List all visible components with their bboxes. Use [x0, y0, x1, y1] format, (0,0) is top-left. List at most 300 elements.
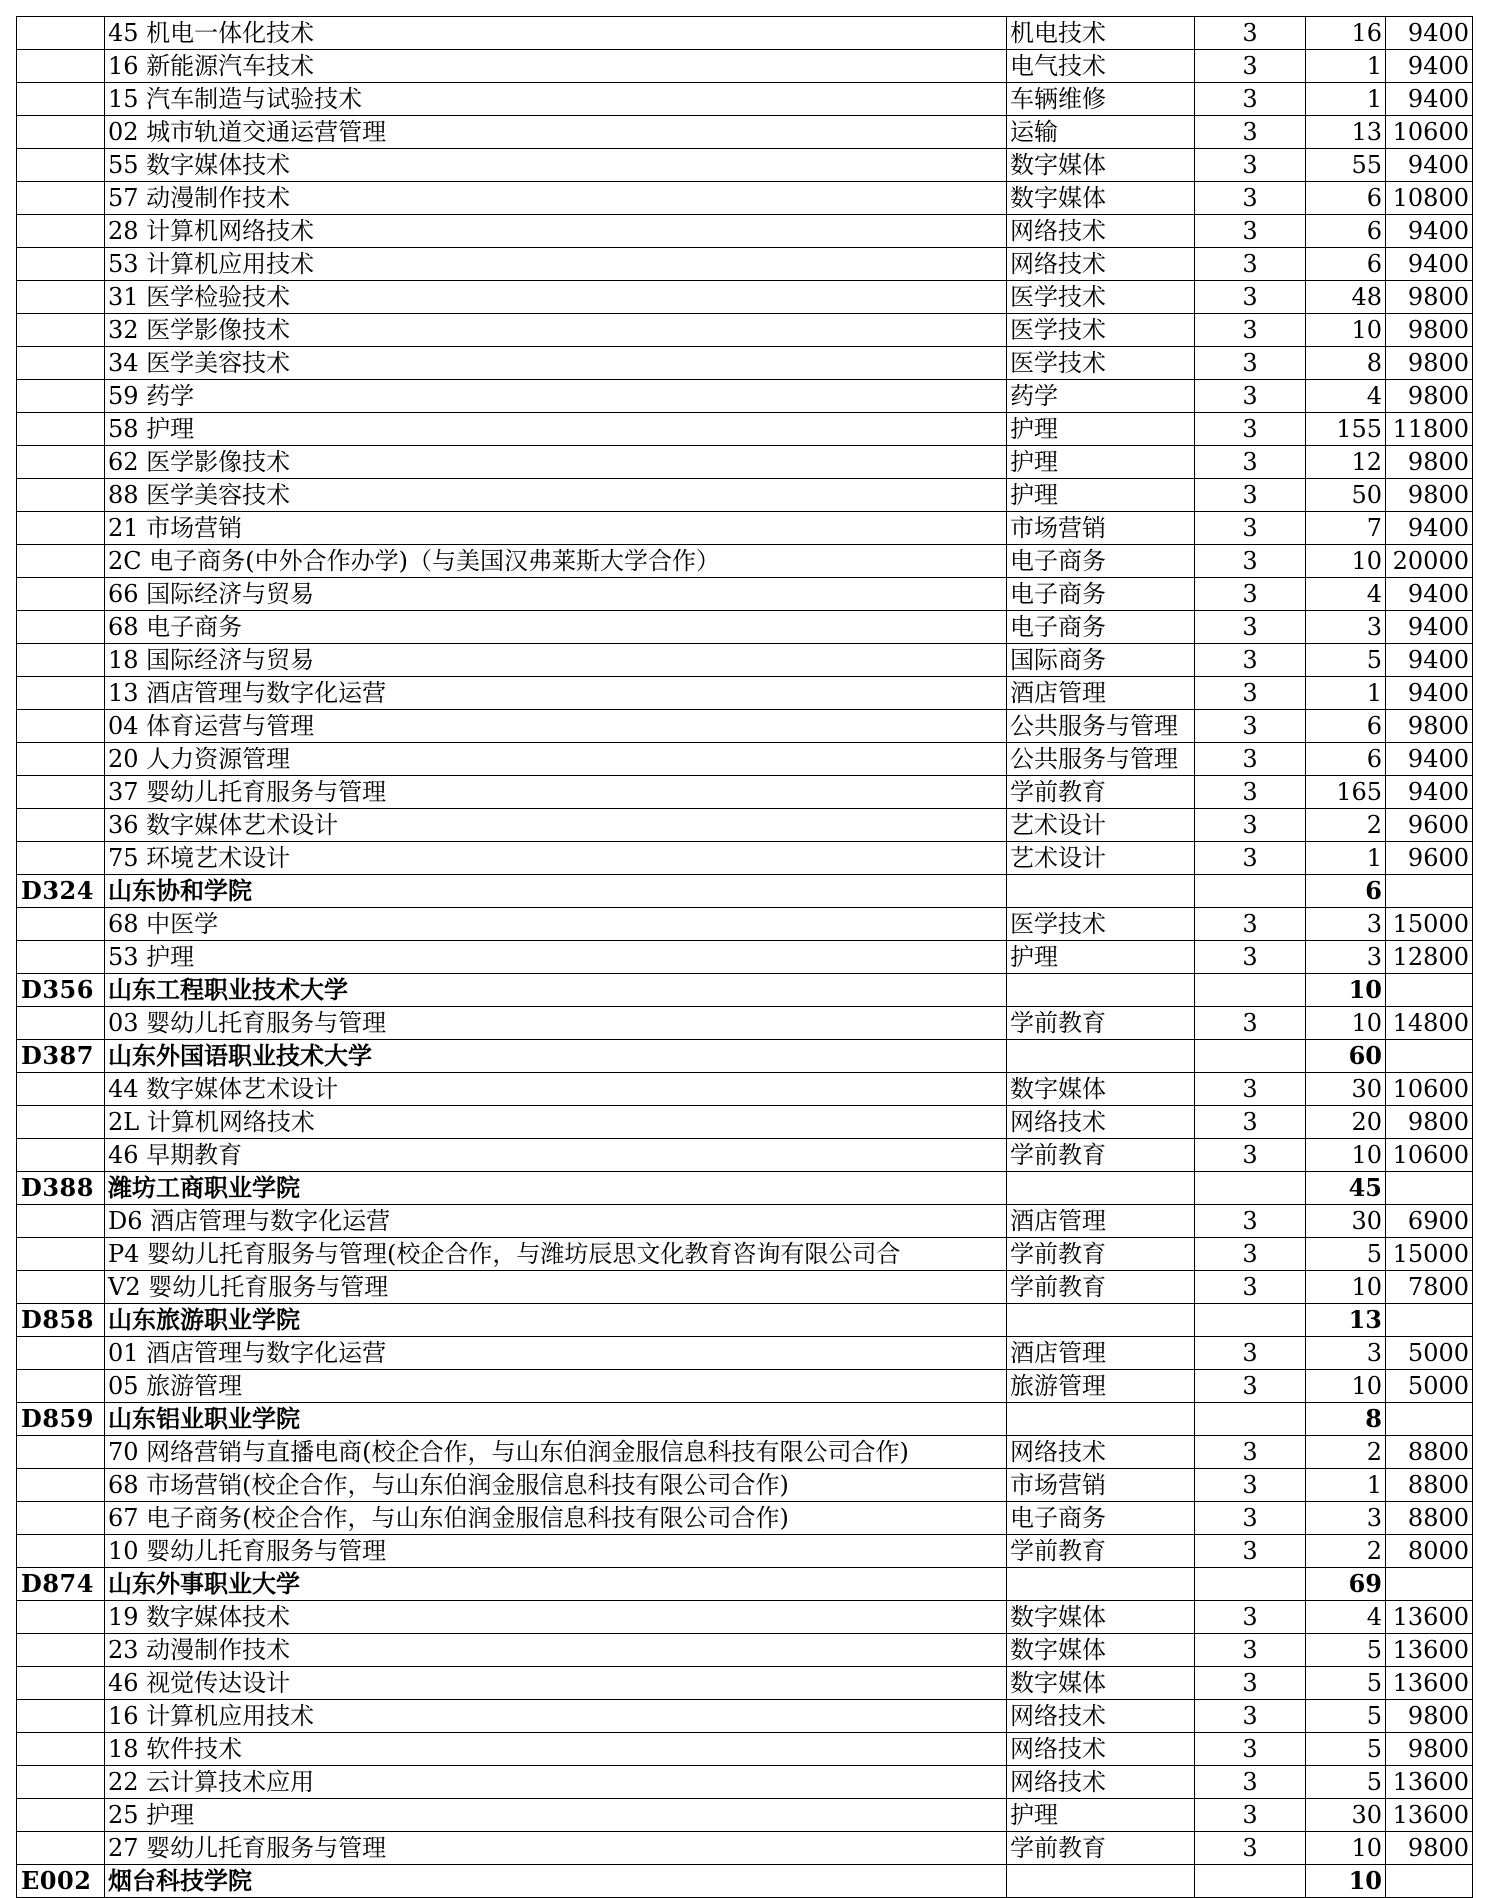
major-name-cell: 45 机电一体化技术: [105, 17, 1007, 50]
years-cell: 3: [1195, 1106, 1306, 1139]
count-cell: 4: [1306, 380, 1386, 413]
years-cell: 3: [1195, 1238, 1306, 1271]
category-cell: [1007, 875, 1195, 908]
count-cell: 4: [1306, 578, 1386, 611]
fee-cell: 9800: [1386, 1832, 1473, 1865]
years-cell: [1195, 1172, 1306, 1205]
major-name-cell: 53 护理: [105, 941, 1007, 974]
category-cell: 网络技术: [1007, 1436, 1195, 1469]
school-name-cell: 山东工程职业技术大学: [105, 974, 1007, 1007]
count-cell: 2: [1306, 1535, 1386, 1568]
major-row: [17, 83, 1473, 116]
major-name-cell: 62 医学影像技术: [105, 446, 1007, 479]
years-cell: 3: [1195, 1634, 1306, 1667]
school-code-cell: [17, 1766, 105, 1799]
years-cell: 3: [1195, 1766, 1306, 1799]
major-row: [17, 1832, 1473, 1865]
school-code-cell: [17, 1337, 105, 1370]
category-cell: 车辆维修: [1007, 83, 1195, 116]
school-code-cell: D356: [17, 974, 105, 1007]
category-cell: [1007, 974, 1195, 1007]
years-cell: 3: [1195, 1733, 1306, 1766]
count-cell: 10: [1306, 1271, 1386, 1304]
major-name-cell: 58 护理: [105, 413, 1007, 446]
major-name-cell: 20 人力资源管理: [105, 743, 1007, 776]
fee-cell: 8800: [1386, 1502, 1473, 1535]
school-code-cell: D324: [17, 875, 105, 908]
fee-cell: 15000: [1386, 908, 1473, 941]
fee-cell: 9800: [1386, 446, 1473, 479]
major-row: [17, 743, 1473, 776]
major-row: [17, 545, 1473, 578]
school-code-cell: [17, 512, 105, 545]
category-cell: 医学技术: [1007, 314, 1195, 347]
count-cell: 12: [1306, 446, 1386, 479]
school-name-cell: 潍坊工商职业学院: [105, 1172, 1007, 1205]
school-code-cell: E002: [17, 1865, 105, 1898]
fee-cell: 13600: [1386, 1667, 1473, 1700]
major-name-cell: 46 早期教育: [105, 1139, 1007, 1172]
major-row: [17, 248, 1473, 281]
major-row: [17, 1337, 1473, 1370]
category-cell: 学前教育: [1007, 1139, 1195, 1172]
years-cell: 3: [1195, 50, 1306, 83]
count-cell: 20: [1306, 1106, 1386, 1139]
school-code-cell: [17, 1469, 105, 1502]
fee-cell: 8800: [1386, 1469, 1473, 1502]
school-code-cell: [17, 776, 105, 809]
years-cell: [1195, 1304, 1306, 1337]
major-name-cell: 67 电子商务(校企合作，与山东伯润金服信息科技有限公司合作): [105, 1502, 1007, 1535]
major-row: [17, 1733, 1473, 1766]
count-cell: 10: [1306, 974, 1386, 1007]
major-name-cell: 13 酒店管理与数字化运营: [105, 677, 1007, 710]
count-cell: 1: [1306, 677, 1386, 710]
years-cell: 3: [1195, 1601, 1306, 1634]
major-name-cell: 59 药学: [105, 380, 1007, 413]
fee-cell: 9400: [1386, 578, 1473, 611]
fee-cell: 9800: [1386, 1733, 1473, 1766]
years-cell: 3: [1195, 347, 1306, 380]
major-row: [17, 1799, 1473, 1832]
count-cell: 5: [1306, 1634, 1386, 1667]
major-name-cell: 04 体育运营与管理: [105, 710, 1007, 743]
count-cell: 60: [1306, 1040, 1386, 1073]
years-cell: [1195, 1568, 1306, 1601]
count-cell: 30: [1306, 1205, 1386, 1238]
school-code-cell: [17, 1799, 105, 1832]
years-cell: 3: [1195, 1205, 1306, 1238]
count-cell: 6: [1306, 182, 1386, 215]
count-cell: 5: [1306, 1700, 1386, 1733]
major-name-cell: 2L 计算机网络技术: [105, 1106, 1007, 1139]
category-cell: 数字媒体: [1007, 1634, 1195, 1667]
category-cell: 数字媒体: [1007, 182, 1195, 215]
fee-cell: 5000: [1386, 1370, 1473, 1403]
school-code-cell: [17, 1139, 105, 1172]
category-cell: 网络技术: [1007, 1733, 1195, 1766]
fee-cell: 15000: [1386, 1238, 1473, 1271]
count-cell: 10: [1306, 545, 1386, 578]
category-cell: 艺术设计: [1007, 842, 1195, 875]
school-code-cell: [17, 908, 105, 941]
category-cell: 网络技术: [1007, 1766, 1195, 1799]
years-cell: 3: [1195, 1271, 1306, 1304]
major-row: [17, 1106, 1473, 1139]
category-cell: [1007, 1568, 1195, 1601]
major-name-cell: 37 婴幼儿托育服务与管理: [105, 776, 1007, 809]
count-cell: 30: [1306, 1073, 1386, 1106]
count-cell: 2: [1306, 1436, 1386, 1469]
major-name-cell: V2 婴幼儿托育服务与管理: [105, 1271, 1007, 1304]
count-cell: 1: [1306, 83, 1386, 116]
school-code-cell: [17, 1238, 105, 1271]
school-code-cell: [17, 1205, 105, 1238]
count-cell: 6: [1306, 875, 1386, 908]
major-row: [17, 644, 1473, 677]
category-cell: [1007, 1040, 1195, 1073]
major-row: [17, 842, 1473, 875]
major-name-cell: 21 市场营销: [105, 512, 1007, 545]
table-body: [17, 17, 1473, 1898]
school-code-cell: [17, 1007, 105, 1040]
school-row: [17, 1568, 1473, 1601]
major-row: [17, 380, 1473, 413]
category-cell: 市场营销: [1007, 1469, 1195, 1502]
fee-cell: 9800: [1386, 710, 1473, 743]
fee-cell: 9800: [1386, 281, 1473, 314]
fee-cell: [1386, 1403, 1473, 1436]
school-code-cell: [17, 677, 105, 710]
fee-cell: 6900: [1386, 1205, 1473, 1238]
category-cell: 网络技术: [1007, 1700, 1195, 1733]
years-cell: 3: [1195, 248, 1306, 281]
major-name-cell: 66 国际经济与贸易: [105, 578, 1007, 611]
major-name-cell: 68 电子商务: [105, 611, 1007, 644]
major-name-cell: 55 数字媒体技术: [105, 149, 1007, 182]
school-code-cell: D388: [17, 1172, 105, 1205]
years-cell: 3: [1195, 413, 1306, 446]
major-row: [17, 347, 1473, 380]
major-name-cell: 88 医学美容技术: [105, 479, 1007, 512]
fee-cell: [1386, 1568, 1473, 1601]
category-cell: 公共服务与管理: [1007, 710, 1195, 743]
years-cell: 3: [1195, 1436, 1306, 1469]
years-cell: 3: [1195, 1139, 1306, 1172]
school-code-cell: [17, 1271, 105, 1304]
school-code-cell: [17, 809, 105, 842]
fee-cell: 9800: [1386, 479, 1473, 512]
count-cell: 3: [1306, 1502, 1386, 1535]
school-name-cell: 山东旅游职业学院: [105, 1304, 1007, 1337]
fee-cell: 10600: [1386, 1139, 1473, 1172]
fee-cell: 9800: [1386, 380, 1473, 413]
years-cell: [1195, 974, 1306, 1007]
school-row: [17, 1304, 1473, 1337]
category-cell: 电气技术: [1007, 50, 1195, 83]
category-cell: [1007, 1403, 1195, 1436]
count-cell: 48: [1306, 281, 1386, 314]
school-code-cell: [17, 545, 105, 578]
school-code-cell: [17, 941, 105, 974]
school-code-cell: D387: [17, 1040, 105, 1073]
school-row: [17, 1865, 1473, 1898]
fee-cell: 13600: [1386, 1601, 1473, 1634]
fee-cell: 9600: [1386, 809, 1473, 842]
fee-cell: 9800: [1386, 314, 1473, 347]
major-name-cell: 53 计算机应用技术: [105, 248, 1007, 281]
major-name-cell: 19 数字媒体技术: [105, 1601, 1007, 1634]
school-code-cell: [17, 1106, 105, 1139]
count-cell: 5: [1306, 1667, 1386, 1700]
count-cell: 8: [1306, 1403, 1386, 1436]
years-cell: 3: [1195, 644, 1306, 677]
major-name-cell: 27 婴幼儿托育服务与管理: [105, 1832, 1007, 1865]
major-name-cell: 68 中医学: [105, 908, 1007, 941]
years-cell: 3: [1195, 479, 1306, 512]
major-name-cell: D6 酒店管理与数字化运营: [105, 1205, 1007, 1238]
category-cell: 数字媒体: [1007, 1073, 1195, 1106]
major-name-cell: 28 计算机网络技术: [105, 215, 1007, 248]
years-cell: 3: [1195, 1832, 1306, 1865]
major-row: [17, 1667, 1473, 1700]
count-cell: 5: [1306, 1733, 1386, 1766]
fee-cell: [1386, 1040, 1473, 1073]
school-name-cell: 山东外国语职业技术大学: [105, 1040, 1007, 1073]
major-row: [17, 281, 1473, 314]
count-cell: 13: [1306, 116, 1386, 149]
years-cell: 3: [1195, 941, 1306, 974]
major-row: [17, 1205, 1473, 1238]
major-row: [17, 149, 1473, 182]
school-code-cell: [17, 1370, 105, 1403]
major-row: [17, 1766, 1473, 1799]
major-name-cell: 22 云计算技术应用: [105, 1766, 1007, 1799]
major-name-cell: 70 网络营销与直播电商(校企合作，与山东伯润金服信息科技有限公司合作): [105, 1436, 1007, 1469]
category-cell: 医学技术: [1007, 347, 1195, 380]
fee-cell: 8800: [1386, 1436, 1473, 1469]
category-cell: 护理: [1007, 479, 1195, 512]
category-cell: [1007, 1172, 1195, 1205]
category-cell: [1007, 1304, 1195, 1337]
school-code-cell: [17, 347, 105, 380]
count-cell: 8: [1306, 347, 1386, 380]
category-cell: 网络技术: [1007, 1106, 1195, 1139]
school-name-cell: 山东协和学院: [105, 875, 1007, 908]
enrollment-plan-table: [16, 16, 1473, 1898]
major-row: [17, 941, 1473, 974]
school-code-cell: [17, 1733, 105, 1766]
school-code-cell: [17, 17, 105, 50]
major-row: [17, 512, 1473, 545]
major-row: [17, 50, 1473, 83]
count-cell: 10: [1306, 1139, 1386, 1172]
years-cell: 3: [1195, 743, 1306, 776]
fee-cell: 9800: [1386, 1700, 1473, 1733]
major-name-cell: 46 视觉传达设计: [105, 1667, 1007, 1700]
years-cell: 3: [1195, 380, 1306, 413]
major-name-cell: 68 市场营销(校企合作，与山东伯润金服信息科技有限公司合作): [105, 1469, 1007, 1502]
count-cell: 2: [1306, 809, 1386, 842]
major-row: [17, 578, 1473, 611]
category-cell: 学前教育: [1007, 1007, 1195, 1040]
fee-cell: 9400: [1386, 776, 1473, 809]
fee-cell: 9400: [1386, 17, 1473, 50]
major-row: [17, 1073, 1473, 1106]
count-cell: 6: [1306, 710, 1386, 743]
years-cell: 3: [1195, 842, 1306, 875]
years-cell: 3: [1195, 215, 1306, 248]
years-cell: 3: [1195, 1469, 1306, 1502]
fee-cell: 8000: [1386, 1535, 1473, 1568]
count-cell: 10: [1306, 1832, 1386, 1865]
major-name-cell: 34 医学美容技术: [105, 347, 1007, 380]
count-cell: 69: [1306, 1568, 1386, 1601]
major-name-cell: 15 汽车制造与试验技术: [105, 83, 1007, 116]
years-cell: 3: [1195, 677, 1306, 710]
school-code-cell: D859: [17, 1403, 105, 1436]
school-code-cell: [17, 479, 105, 512]
school-row: [17, 1403, 1473, 1436]
category-cell: 学前教育: [1007, 1535, 1195, 1568]
years-cell: 3: [1195, 116, 1306, 149]
category-cell: 电子商务: [1007, 1502, 1195, 1535]
count-cell: 16: [1306, 17, 1386, 50]
category-cell: 酒店管理: [1007, 1205, 1195, 1238]
school-code-cell: [17, 644, 105, 677]
major-name-cell: 18 软件技术: [105, 1733, 1007, 1766]
count-cell: 6: [1306, 215, 1386, 248]
school-name-cell: 烟台科技学院: [105, 1865, 1007, 1898]
category-cell: 护理: [1007, 413, 1195, 446]
fee-cell: 10600: [1386, 1073, 1473, 1106]
school-code-cell: [17, 182, 105, 215]
category-cell: 电子商务: [1007, 611, 1195, 644]
fee-cell: 9400: [1386, 512, 1473, 545]
school-code-cell: [17, 578, 105, 611]
fee-cell: 20000: [1386, 545, 1473, 578]
years-cell: 3: [1195, 1535, 1306, 1568]
school-row: [17, 1040, 1473, 1073]
fee-cell: 9800: [1386, 347, 1473, 380]
fee-cell: 13600: [1386, 1799, 1473, 1832]
years-cell: 3: [1195, 182, 1306, 215]
category-cell: 网络技术: [1007, 248, 1195, 281]
major-row: [17, 1601, 1473, 1634]
major-name-cell: 10 婴幼儿托育服务与管理: [105, 1535, 1007, 1568]
years-cell: 3: [1195, 512, 1306, 545]
years-cell: 3: [1195, 710, 1306, 743]
fee-cell: 9400: [1386, 215, 1473, 248]
major-row: [17, 17, 1473, 50]
school-code-cell: [17, 743, 105, 776]
fee-cell: 9400: [1386, 677, 1473, 710]
years-cell: 3: [1195, 1799, 1306, 1832]
school-code-cell: [17, 446, 105, 479]
category-cell: 电子商务: [1007, 578, 1195, 611]
category-cell: 市场营销: [1007, 512, 1195, 545]
count-cell: 45: [1306, 1172, 1386, 1205]
count-cell: 10: [1306, 314, 1386, 347]
fee-cell: 9400: [1386, 248, 1473, 281]
major-name-cell: 32 医学影像技术: [105, 314, 1007, 347]
category-cell: 数字媒体: [1007, 149, 1195, 182]
count-cell: 7: [1306, 512, 1386, 545]
major-row: [17, 182, 1473, 215]
category-cell: 酒店管理: [1007, 677, 1195, 710]
major-name-cell: 01 酒店管理与数字化运营: [105, 1337, 1007, 1370]
major-row: [17, 1634, 1473, 1667]
count-cell: 155: [1306, 413, 1386, 446]
school-code-cell: [17, 1436, 105, 1469]
school-code-cell: [17, 413, 105, 446]
fee-cell: [1386, 1172, 1473, 1205]
school-code-cell: [17, 215, 105, 248]
count-cell: 6: [1306, 248, 1386, 281]
category-cell: 电子商务: [1007, 545, 1195, 578]
years-cell: [1195, 1865, 1306, 1898]
school-code-cell: [17, 1634, 105, 1667]
years-cell: 3: [1195, 1337, 1306, 1370]
category-cell: 药学: [1007, 380, 1195, 413]
major-row: [17, 1502, 1473, 1535]
school-row: [17, 974, 1473, 1007]
fee-cell: 5000: [1386, 1337, 1473, 1370]
fee-cell: 13600: [1386, 1766, 1473, 1799]
major-name-cell: 57 动漫制作技术: [105, 182, 1007, 215]
years-cell: 3: [1195, 149, 1306, 182]
count-cell: 50: [1306, 479, 1386, 512]
major-row: [17, 479, 1473, 512]
major-name-cell: 02 城市轨道交通运营管理: [105, 116, 1007, 149]
school-code-cell: [17, 1700, 105, 1733]
school-name-cell: 山东外事职业大学: [105, 1568, 1007, 1601]
school-code-cell: [17, 314, 105, 347]
category-cell: [1007, 1865, 1195, 1898]
major-row: [17, 1007, 1473, 1040]
fee-cell: [1386, 875, 1473, 908]
years-cell: 3: [1195, 281, 1306, 314]
count-cell: 3: [1306, 941, 1386, 974]
major-name-cell: P4 婴幼儿托育服务与管理(校企合作，与潍坊辰思文化教育咨询有限公司合: [105, 1238, 1007, 1271]
years-cell: 3: [1195, 611, 1306, 644]
years-cell: 3: [1195, 1007, 1306, 1040]
category-cell: 医学技术: [1007, 281, 1195, 314]
major-row: [17, 1238, 1473, 1271]
school-code-cell: D858: [17, 1304, 105, 1337]
major-row: [17, 1436, 1473, 1469]
count-cell: 10: [1306, 1007, 1386, 1040]
major-row: [17, 1271, 1473, 1304]
fee-cell: 9400: [1386, 50, 1473, 83]
years-cell: 3: [1195, 1370, 1306, 1403]
category-cell: 数字媒体: [1007, 1667, 1195, 1700]
school-code-cell: [17, 83, 105, 116]
major-name-cell: 16 计算机应用技术: [105, 1700, 1007, 1733]
fee-cell: 9400: [1386, 83, 1473, 116]
category-cell: 运输: [1007, 116, 1195, 149]
major-row: [17, 710, 1473, 743]
major-name-cell: 03 婴幼儿托育服务与管理: [105, 1007, 1007, 1040]
major-row: [17, 1469, 1473, 1502]
category-cell: 学前教育: [1007, 776, 1195, 809]
years-cell: 3: [1195, 1502, 1306, 1535]
category-cell: 护理: [1007, 941, 1195, 974]
category-cell: 医学技术: [1007, 908, 1195, 941]
major-row: [17, 776, 1473, 809]
school-code-cell: [17, 710, 105, 743]
years-cell: 3: [1195, 17, 1306, 50]
